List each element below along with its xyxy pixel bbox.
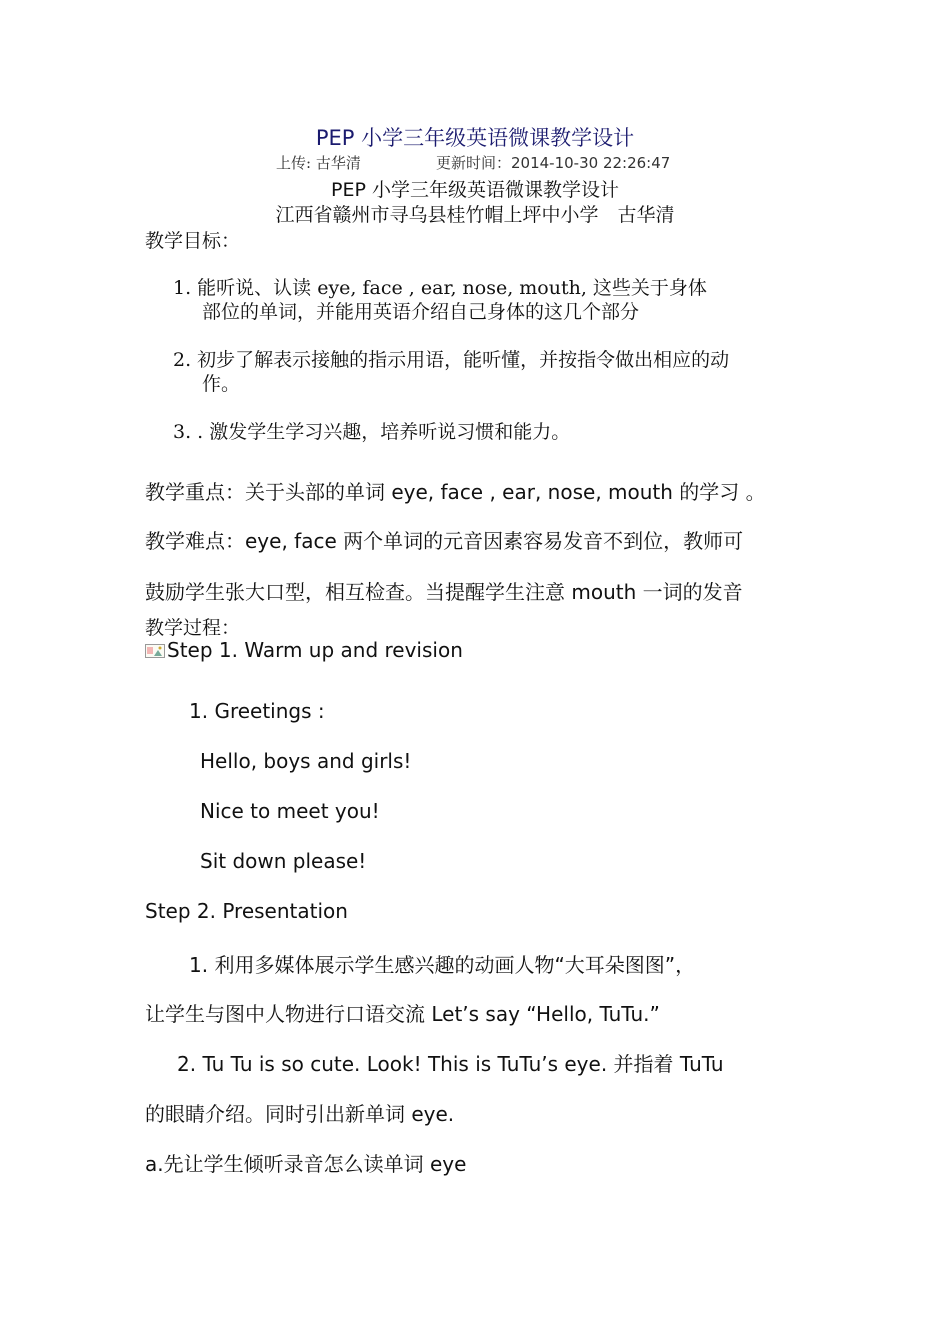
update-time-text: 更新时间：2014-10-30 22:26:47 bbox=[436, 154, 671, 172]
presentation-a-line: a.先让学生倾听录音怎么读单词 eye bbox=[145, 1152, 467, 1176]
difficulty-line2: 鼓励学生张大口型，相互检查。当提醒学生注意 mouth 一词的发音 bbox=[145, 580, 743, 604]
greetings-item: 1. Greetings : bbox=[189, 699, 325, 723]
step1-line bbox=[145, 638, 463, 662]
objective-2-line2: 作。 bbox=[202, 373, 241, 395]
difficulty-line1: 教学难点：eye, face 两个单词的元音因素容易发音不到位，教师可 bbox=[145, 529, 744, 553]
key-point-text: 教学重点：关于头部的单词 eye, face , ear, nose, mouth 的学习 。 bbox=[145, 480, 766, 504]
page-title: PEP 小学三年级英语微课教学设计 bbox=[315, 126, 635, 150]
presentation-2-line2: 的眼睛介绍。同时引出新单词 eye. bbox=[145, 1102, 455, 1126]
uploader-text: 上传: 古华清 bbox=[276, 154, 361, 172]
greeting-line-1: Hello, boys and girls! bbox=[200, 749, 412, 773]
objective-2-line1: 2. 初步了解表示接触的指示用语，能听懂，并按指令做出相应的动 bbox=[173, 349, 730, 371]
process-heading: 教学过程： bbox=[145, 617, 241, 639]
presentation-2-line1: 2. Tu Tu is so cute. Look! This is TuTu’s eye. 并指着 TuTu bbox=[177, 1052, 724, 1076]
objective-1-line1: 1. 能听说、认读 eye, face , ear, nose, mouth, 这些关于身体 bbox=[173, 277, 707, 299]
document-subtitle: PEP 小学三年级英语微课教学设计 bbox=[331, 179, 619, 201]
objective-1-line2: 部位的单词，并能用英语介绍自己身体的这几个部分 bbox=[202, 301, 640, 323]
author-line: 江西省赣州市寻乌县桂竹帽上坪中小学 古华清 bbox=[275, 204, 675, 226]
objective-3-line1: 3. . 激发学生学习兴趣，培养听说习惯和能力。 bbox=[173, 421, 571, 443]
step1-title: Step 1. Warm up and revision bbox=[167, 638, 463, 662]
presentation-1-line2: 让学生与图中人物进行口语交流 Let’s say “Hello, TuTu.” bbox=[145, 1002, 660, 1026]
presentation-1-line1: 1. 利用多媒体展示学生感兴趣的动画人物“大耳朵图图”， bbox=[189, 953, 696, 977]
broken-image-icon bbox=[145, 639, 165, 653]
objectives-heading: 教学目标： bbox=[145, 230, 241, 252]
step2-title: Step 2. Presentation bbox=[145, 899, 348, 923]
greeting-line-2: Nice to meet you! bbox=[200, 799, 380, 823]
greeting-line-3: Sit down please! bbox=[200, 849, 367, 873]
